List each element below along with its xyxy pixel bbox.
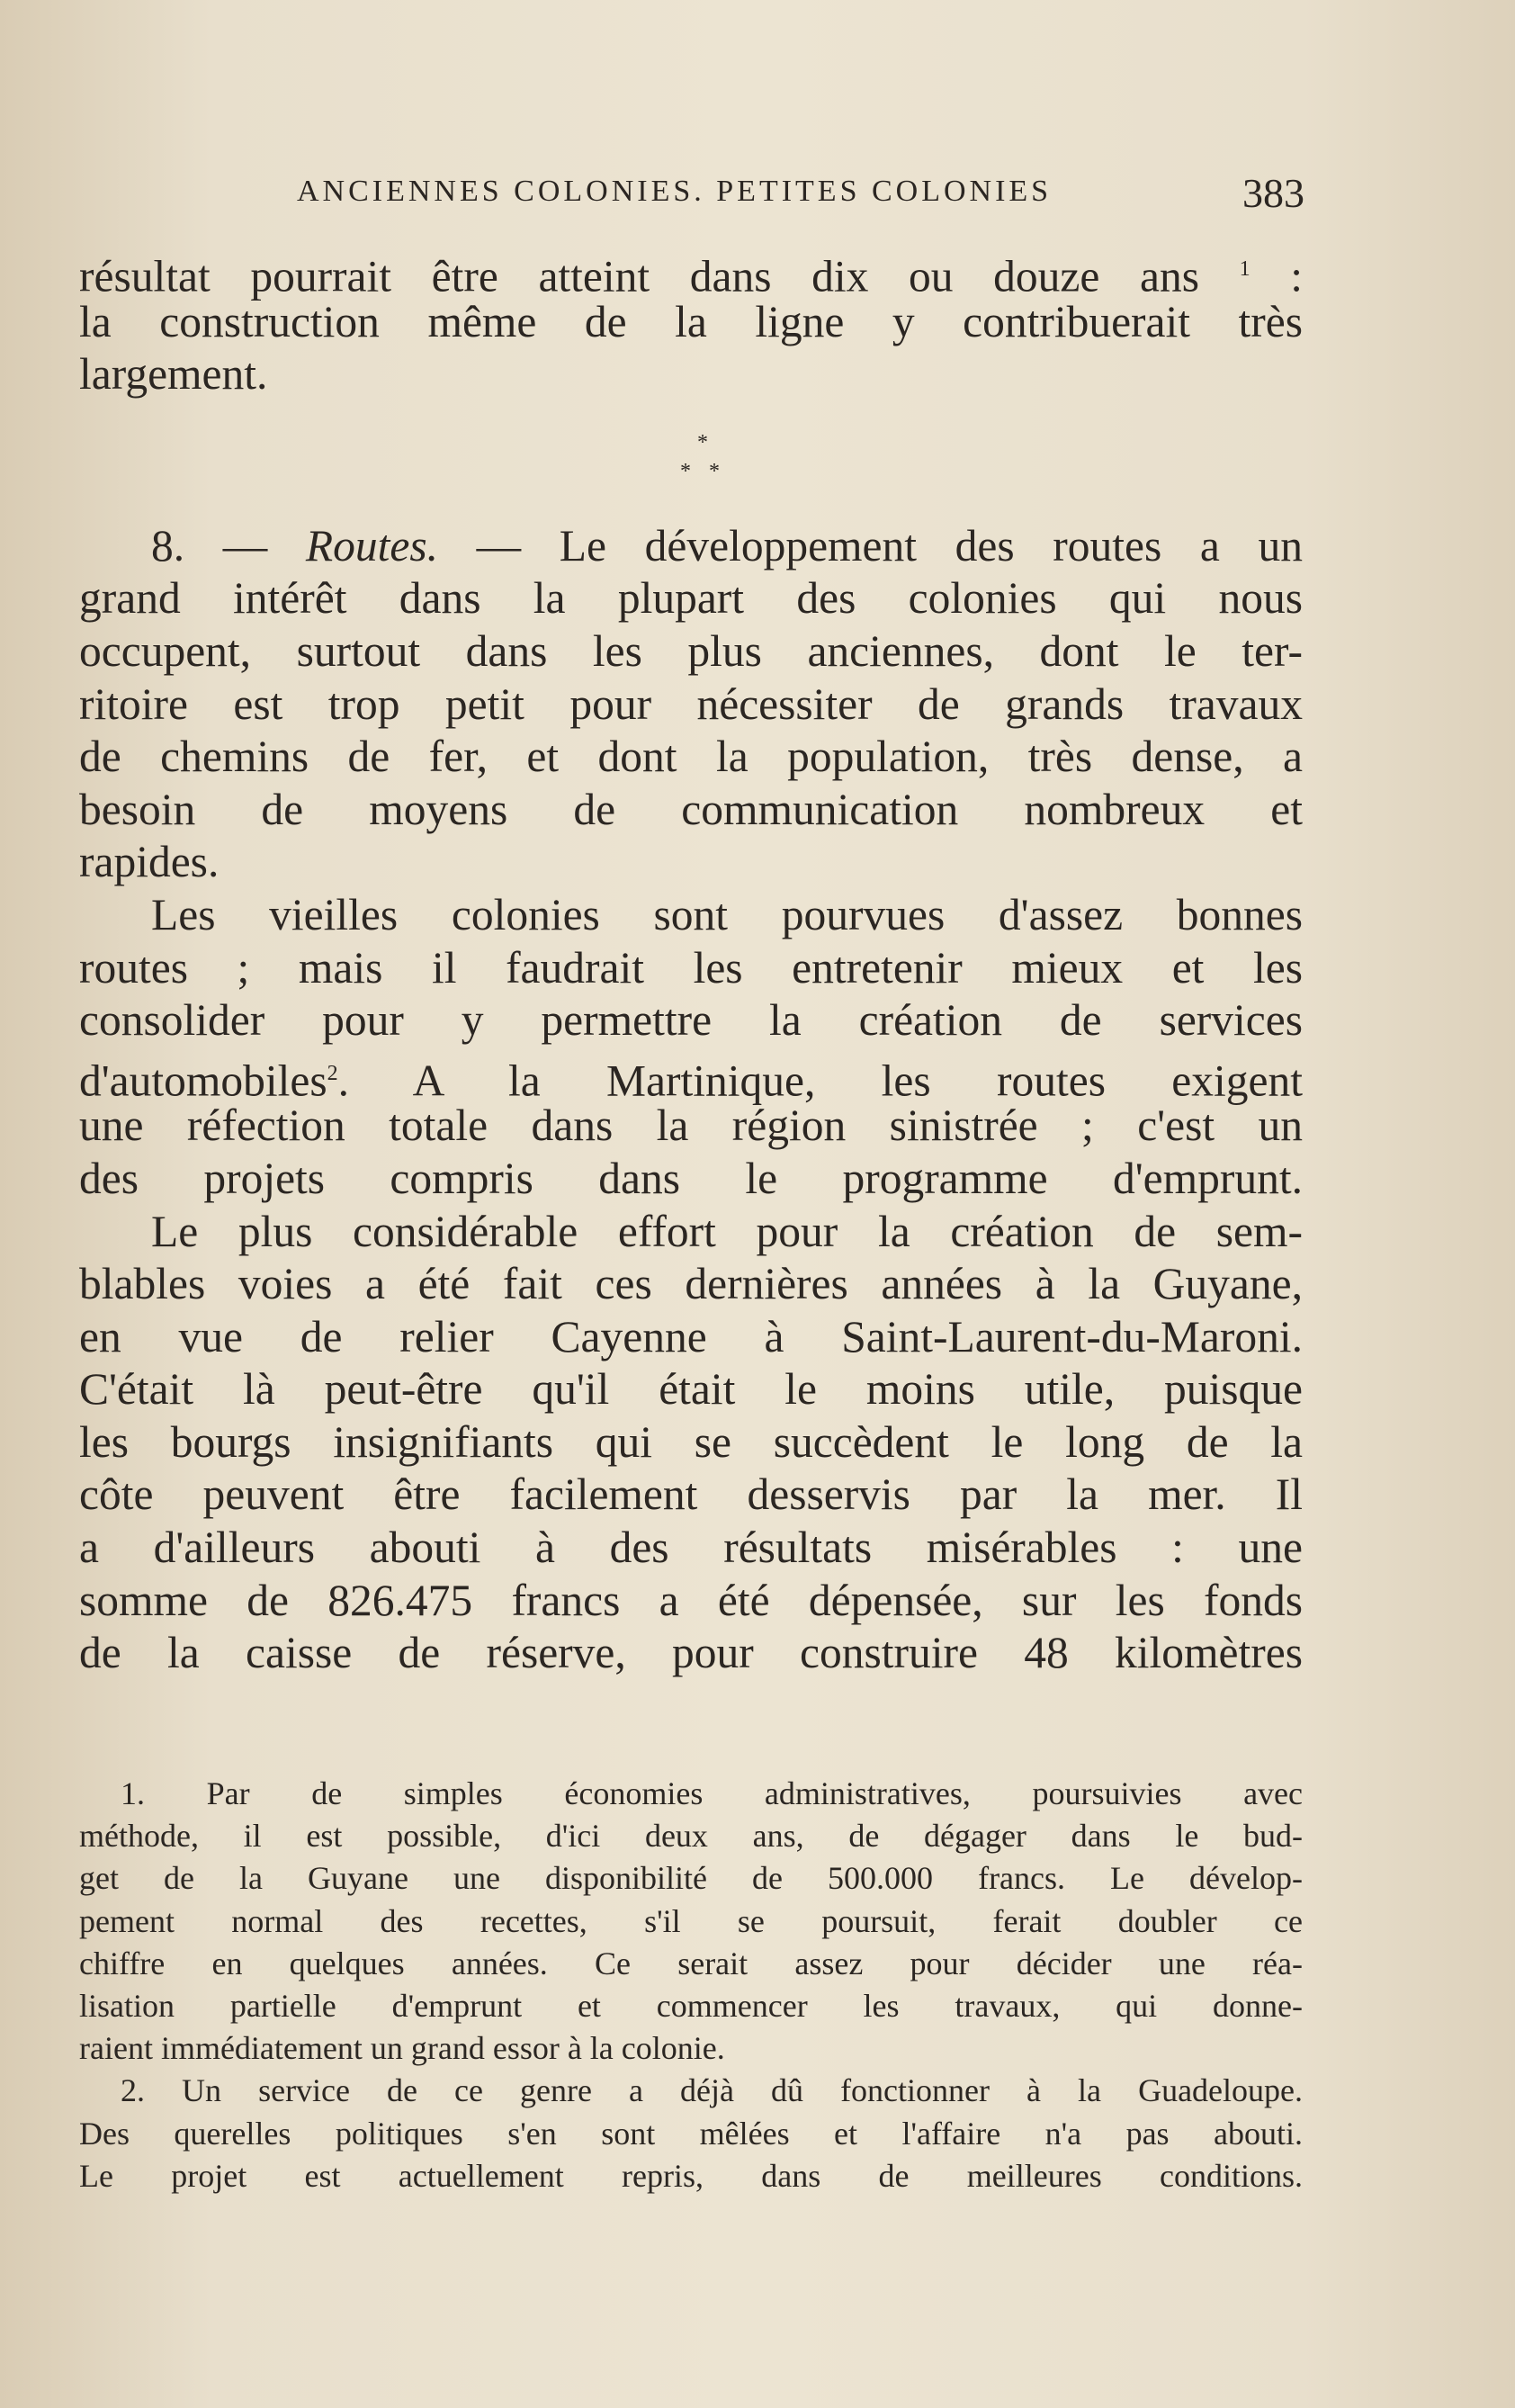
text-line: rapides. [79, 837, 220, 887]
page-number: 383 [1242, 170, 1304, 216]
section-heading-line: 8. — Routes. — Le développement des routes a un [151, 520, 1304, 571]
text-line: Le plus considérable effort pour la création de sem- [151, 1206, 1303, 1256]
text-line: ritoire est trop petit pour nécessiter de grands travaux [79, 678, 1303, 729]
footnote-line: get de la Guyane une disponibilité de 500.000 francs. Le dévelop- [79, 1860, 1303, 1897]
text-line: une réfection totale dans la région sinistrée ; c'est un [79, 1101, 1303, 1151]
text-line: C'était là peut-être qu'il était le moins utile, puisque [79, 1364, 1303, 1415]
footnote-line: chiffre en quelques années. Ce serait assez pour décider une réa- [79, 1945, 1303, 1981]
footnote-number: 2. [121, 2072, 145, 2109]
footnote-1 [79, 1773, 1303, 2070]
footnote-line: méthode, il est possible, d'ici deux ans, de dégager dans le bud- [79, 1818, 1303, 1855]
footnote-2 [79, 2070, 1303, 2197]
footnote-number: 1. [121, 1775, 145, 1811]
section-number: 8. [151, 520, 185, 571]
footnote-line: 2. Un service de ce genre a déjà dû fonctionner à la Guadeloupe. [121, 2072, 1304, 2109]
footnote-ref-2[interactable]: 2 [327, 1061, 338, 1085]
asterism-star: * [680, 459, 691, 483]
text-line: Les vieilles colonies sont pourvues d'assez bonnes [151, 889, 1303, 939]
text-line: les bourgs insignifiants qui se succèdent le long de la [79, 1416, 1303, 1467]
text-line: largement. [79, 349, 268, 400]
footnote-line: Le projet est actuellement repris, dans de meilleures conditions. [79, 2157, 1303, 2194]
text-line: blables voies a été fait ces dernières années à la Guyane, [79, 1259, 1303, 1309]
text-line: côte peuvent être facilement desservis par la mer. Il [79, 1469, 1303, 1520]
text-line: d'automobiles$^2$. A la Martinique, les routes exigent [79, 1056, 1303, 1106]
main-text [79, 243, 1303, 1680]
asterism-divider [79, 414, 1303, 520]
footnote-line: raient immédiatement un grand essor à la colonie. [79, 2030, 725, 2067]
text-line: routes ; mais il faudrait les entretenir mieux et les [79, 942, 1303, 993]
text-line: la construction même de la ligne y contribuerait très [79, 296, 1303, 346]
asterism-star: * [697, 430, 708, 454]
footnote-line: Des querelles politiques s'en sont mêlées et l'affaire n'a pas abouti. [79, 2115, 1303, 2152]
text-line: besoin de moyens de communication nombreux et [79, 784, 1303, 834]
footnotes [79, 1773, 1303, 2197]
text-line: consolider pour y permettre la création de services [79, 995, 1303, 1046]
text-line: de la caisse de réserve, pour construire 48 kilomètres [79, 1628, 1303, 1678]
text-line: de chemins de fer, et dont la population, très dense, a [79, 732, 1303, 782]
footnote-line: 1. Par de simples économies administratives, poursuivies avec [121, 1775, 1303, 1811]
running-title: ANCIENNES COLONIES. PETITES COLONIES [297, 175, 1053, 208]
text-line: résultat pourrait être atteint dans dix ou douze ans $^1$ : [79, 251, 1303, 301]
footnote-ref-1[interactable]: 1 [1239, 257, 1251, 281]
footnote-line: pement normal des recettes, s'il se poursuit, ferait doubler ce [79, 1902, 1303, 1939]
footnote-line: lisation partielle d'emprunt et commencer les travaux, qui donne- [79, 1987, 1303, 2024]
asterism-star: * [709, 459, 720, 483]
section-title: Routes. [305, 520, 439, 571]
text-line: a d'ailleurs abouti à des résultats misérables : une [79, 1523, 1303, 1573]
text-line: somme de 826.475 francs a été dépensée, sur les fonds [79, 1575, 1303, 1625]
page-header [297, 169, 1304, 223]
text-line: grand intérêt dans la plupart des colonies qui nous [79, 573, 1303, 624]
text-line: occupent, surtout dans les plus anciennes, dont le ter- [79, 625, 1303, 676]
text-line: des projets compris dans le programme d'emprunt. [79, 1153, 1303, 1203]
text-line: en vue de relier Cayenne à Saint-Laurent-du-Maroni. [79, 1311, 1303, 1361]
